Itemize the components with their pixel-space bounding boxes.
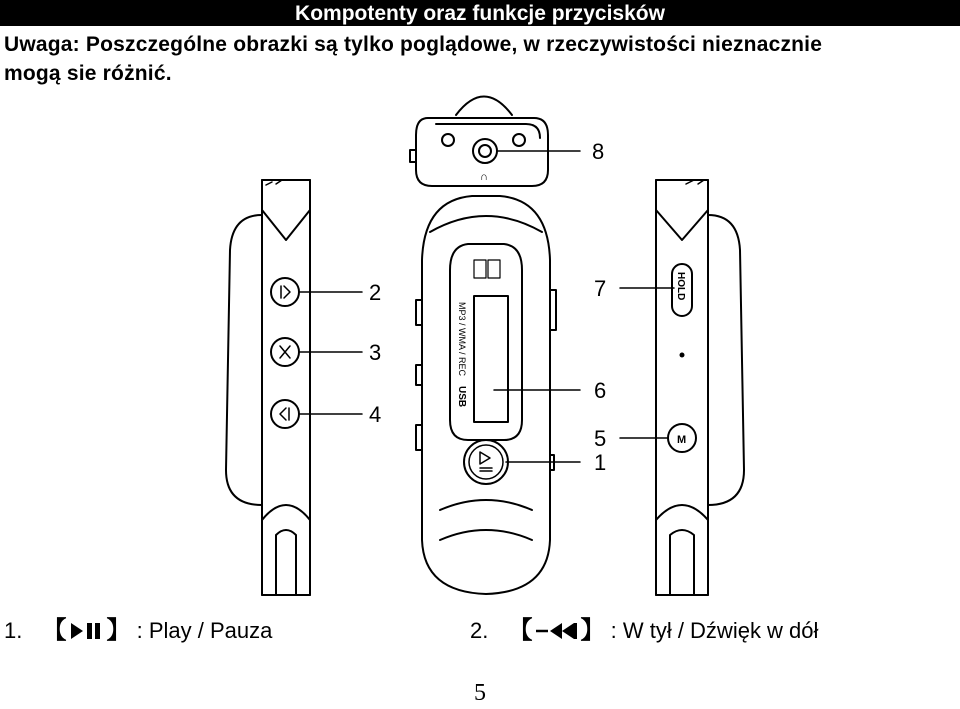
page-number: 5 — [474, 680, 486, 706]
bracket-open: 【 — [508, 617, 533, 644]
callout-6: 6 — [594, 378, 607, 403]
callout-2: 2 — [369, 280, 382, 305]
format-label: MP3 / WMA / REC — [457, 302, 467, 377]
legend-text: : W tył / Dźwięk w dół — [610, 618, 819, 643]
section-title: Kompotenty oraz funkcje przycisków — [295, 2, 665, 25]
legend-number: 2. — [470, 618, 489, 643]
callout-1: 1 — [594, 450, 607, 475]
usb-label: USB — [456, 386, 467, 408]
menu-icon: M — [677, 434, 687, 446]
front-view — [416, 196, 580, 594]
callout-5: 5 — [594, 426, 607, 451]
hold-label: HOLD — [675, 272, 686, 301]
bracket-close: 】 — [580, 617, 605, 644]
bracket-open: 【 — [42, 617, 67, 644]
callout-3: 3 — [369, 340, 382, 365]
lcd-screen — [474, 296, 508, 422]
previous-icon — [534, 620, 578, 642]
legend-text: : Play / Pauza — [136, 618, 273, 643]
headphone-jack — [473, 139, 497, 163]
legend-item-1 — [4, 617, 272, 645]
top-view — [410, 97, 580, 187]
callout-8: 8 — [592, 139, 605, 164]
play-pause-round-button — [464, 440, 508, 484]
note-line-2: mogą sie różnić. — [4, 62, 172, 85]
callout-4: 4 — [369, 402, 382, 427]
legend-number: 1. — [4, 618, 23, 643]
bracket-close: 】 — [106, 617, 131, 644]
button-previous — [271, 278, 299, 306]
callout-7: 7 — [594, 276, 607, 301]
callout-numbers — [369, 139, 606, 475]
play-pause-icon — [68, 620, 104, 642]
headphone-icon: ∩ — [480, 171, 488, 183]
button-next — [271, 400, 299, 428]
note-line-1: Uwaga: Poszczególne obrazki są tylko poglądowe, w rzeczywistości nieznacznie — [4, 33, 823, 56]
right-side-view — [620, 180, 744, 595]
legend-item-2 — [470, 617, 818, 645]
left-side-view — [226, 180, 362, 595]
